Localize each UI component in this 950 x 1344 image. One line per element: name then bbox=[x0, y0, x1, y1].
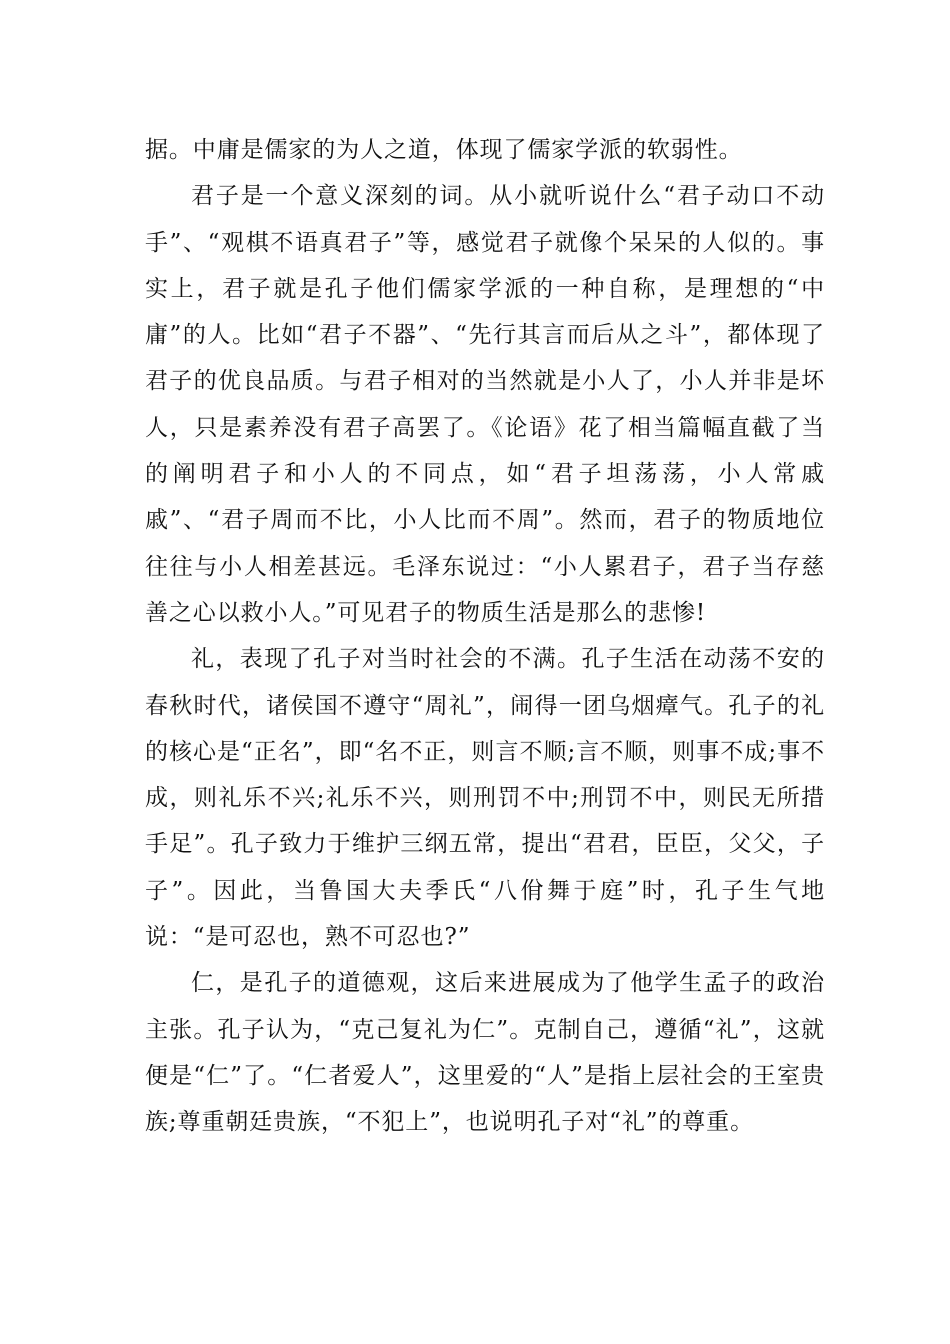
paragraph-ren: 仁，是孔子的道德观，这后来进展成为了他学生孟子的政治主张。孔子认为，“克己复礼为仁”。克制自己，遵循“礼”，这就便是“仁”了。“仁者爱人”，这里爱的“人”是指上层社会的王室贵族;尊重朝廷贵族，“不犯上”，也说明孔子对“礼”的尊重。 bbox=[145, 970, 825, 1136]
document-body bbox=[145, 127, 825, 1146]
paragraph-junzi: 君子是一个意义深刻的词。从小就听说什么“君子动口不动手”、“观棋不语真君子”等，感觉君子就像个呆呆的人似的。事实上，君子就是孔子他们儒家学派的一种自称，是理想的“中庸”的人。比如“君子不器”、“先行其言而后从之斗”，都体现了君子的优良品质。与君子相对的当然就是小人了，小人并非是坏人，只是素养没有君子高罢了。《论语》花了相当篇幅直截了当的阐明君子和小人的不同点，如“君子坦荡荡，小人常戚戚”、“君子周而不比，小人比而不周”。然而，君子的物质地位往往与小人相差甚远。毛泽东说过：“小人累君子，君子当存慈善之心以救小人。”可见君子的物质生活是那么的悲惨! bbox=[145, 183, 825, 626]
paragraph-li: 礼，表现了孔子对当时社会的不满。孔子生活在动荡不安的春秋时代，诸侯国不遵守“周礼”，闹得一团乌烟瘴气。孔子的礼的核心是“正名”，即“名不正，则言不顺;言不顺，则事不成;事不成，则礼乐不兴;礼乐不兴，则刑罚不中;刑罚不中，则民无所措手足”。孔子致力于维护三纲五常，提出“君君，臣臣，父父，子子”。因此，当鲁国大夫季氏“八佾舞于庭”时，孔子生气地说：“是可忍也，熟不可忍也?” bbox=[145, 646, 825, 951]
paragraph-continuation: 据。中庸是儒家的为人之道，体现了儒家学派的软弱性。 bbox=[145, 137, 743, 163]
